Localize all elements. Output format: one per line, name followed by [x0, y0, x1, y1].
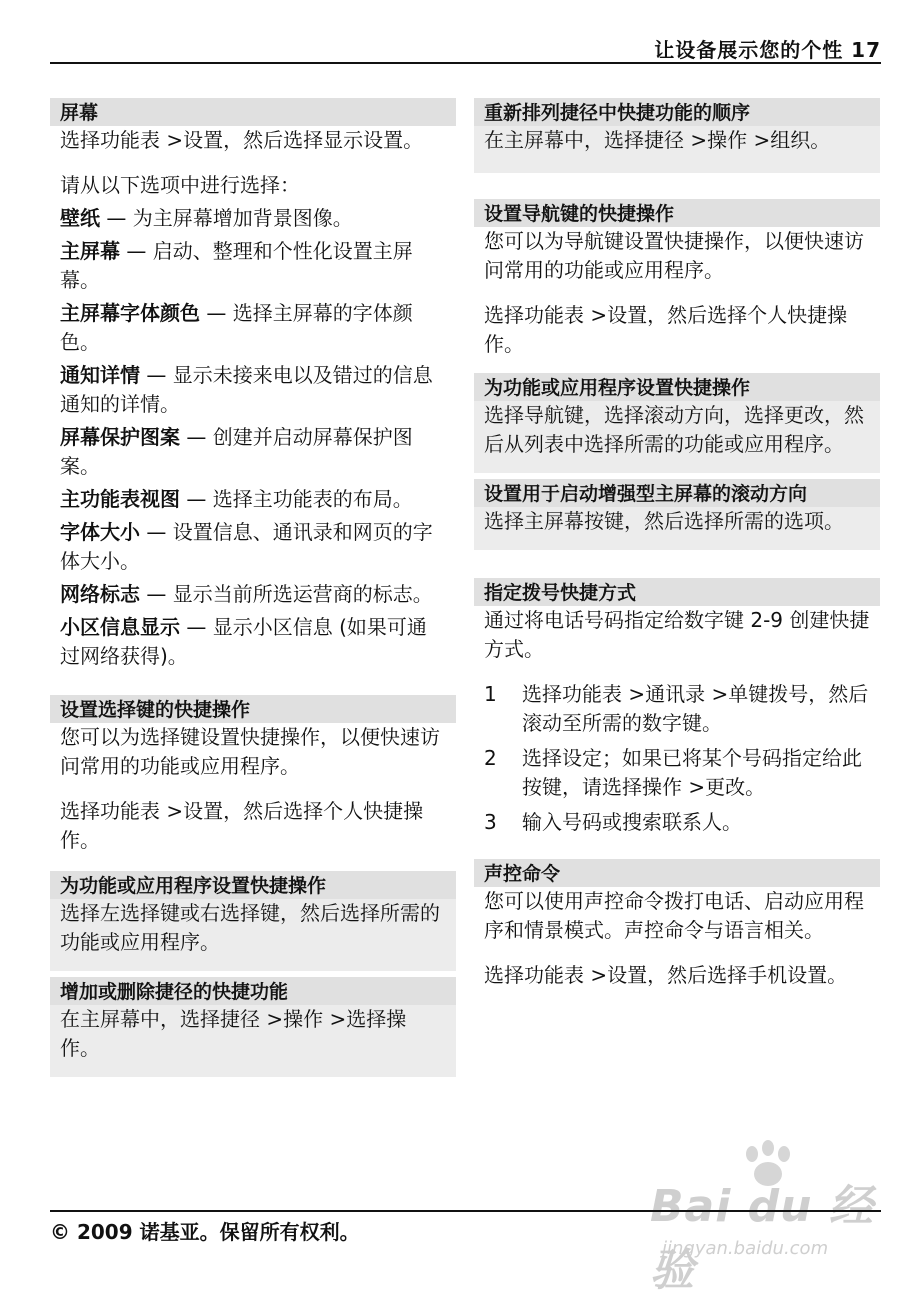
option-item [60, 613, 446, 671]
option-item [60, 518, 446, 576]
option-desc: — 设置信息、通讯录和网页的字体大小。 [60, 520, 433, 573]
section-heading-nav-key: 设置导航键的快捷操作 [474, 199, 880, 227]
section-body-nav-key [474, 227, 880, 359]
paragraph: 在主屏幕中，选择捷径 >操作 >选择操作。 [60, 1007, 407, 1060]
section-heading-selection-key: 设置选择键的快捷操作 [50, 695, 456, 723]
paragraph: 选择主屏幕按键，然后选择所需的选项。 [484, 509, 844, 533]
option-desc: — 显示小区信息 (如果可通过网络获得)。 [60, 615, 427, 668]
section-body-add-remove [50, 1005, 456, 1077]
screen-prompt: 请从以下选项中进行选择： [60, 173, 300, 197]
paragraph: 选择功能表 >设置，然后选择个人快捷操作。 [484, 303, 848, 356]
step-item [484, 808, 870, 837]
option-term: 主屏幕字体颜色 [60, 301, 200, 325]
option-term: 主屏幕 [60, 239, 120, 263]
option-desc: — 显示当前所选运营商的标志。 [140, 582, 433, 606]
option-term: 通知详情 [60, 363, 140, 387]
watermark-url: jingyan.baidu.com [662, 1238, 829, 1259]
paragraph: 选择左选择键或右选择键，然后选择所需的功能或应用程序。 [60, 901, 440, 954]
paragraph: 通过将电话号码指定给数字键 2-9 创建快捷方式。 [484, 608, 870, 661]
right-column [474, 98, 880, 990]
option-desc: — 选择主功能表的布局。 [180, 487, 413, 511]
paragraph: 选择导航键，选择滚动方向，选择更改，然后从列表中选择所需的功能或应用程序。 [484, 403, 864, 456]
option-item [60, 580, 446, 609]
step-text: 输入号码或搜索联系人。 [522, 810, 742, 834]
left-column [50, 98, 456, 1077]
step-list [484, 680, 870, 837]
section-heading-assign-function: 为功能或应用程序设置快捷操作 [50, 871, 456, 899]
section-body-assign-function-2 [474, 401, 880, 473]
page-title: 让设备展示您的个性 17 [654, 38, 881, 62]
section-body-reorder [474, 126, 880, 173]
section-body-speed-dial [474, 606, 880, 837]
step-text: 选择功能表 >通讯录 >单键拨号，然后滚动至所需的数字键。 [522, 682, 869, 735]
step-number: 2 [484, 746, 497, 770]
paragraph: 您可以使用声控命令拨打电话、启动应用程序和情景模式。声控命令与语言相关。 [484, 889, 864, 942]
option-term: 网络标志 [60, 582, 140, 606]
option-desc: — 启动、整理和个性化设置主屏幕。 [60, 239, 413, 292]
paragraph: 您可以为导航键设置快捷操作，以便快速访问常用的功能或应用程序。 [484, 229, 864, 282]
option-term: 字体大小 [60, 520, 140, 544]
option-desc: — 选择主屏幕的字体颜色。 [60, 301, 413, 354]
option-term: 屏幕保护图案 [60, 425, 180, 449]
option-item [60, 485, 446, 514]
screen-intro: 选择功能表 >设置，然后选择显示设置。 [60, 128, 424, 152]
step-text: 选择设定；如果已将某个号码指定给此按键，请选择操作 >更改。 [522, 746, 862, 799]
option-item [60, 299, 446, 357]
watermark-logo: Bai du 经验 [650, 1181, 874, 1296]
step-item [484, 680, 870, 738]
section-body-voice [474, 887, 880, 990]
option-item [60, 237, 446, 295]
paragraph: 选择功能表 >设置，然后选择手机设置。 [484, 963, 848, 987]
section-heading-screen: 屏幕 [50, 98, 456, 126]
option-item [60, 423, 446, 481]
option-desc: — 显示未接来电以及错过的信息通知的详情。 [60, 363, 433, 416]
paragraph: 您可以为选择键设置快捷操作，以便快速访问常用的功能或应用程序。 [60, 725, 440, 778]
section-heading-add-remove: 增加或删除捷径的快捷功能 [50, 977, 456, 1005]
section-heading-speed-dial: 指定拨号快捷方式 [474, 578, 880, 606]
section-body-screen [50, 126, 456, 671]
option-desc: — 创建并启动屏幕保护图案。 [60, 425, 413, 478]
section-body-scroll-direction [474, 507, 880, 550]
section-heading-assign-function-2: 为功能或应用程序设置快捷操作 [474, 373, 880, 401]
section-body-assign-function [50, 899, 456, 971]
paragraph: 在主屏幕中，选择捷径 >操作 >组织。 [484, 128, 831, 152]
option-term: 小区信息显示 [60, 615, 180, 639]
option-item [60, 361, 446, 419]
copyright: © 2009 诺基亚。保留所有权利。 [50, 1220, 360, 1244]
step-item [484, 744, 870, 802]
step-number: 3 [484, 810, 497, 834]
paragraph: 选择功能表 >设置，然后选择个人快捷操作。 [60, 799, 424, 852]
option-item [60, 204, 446, 233]
page-footer [50, 1210, 881, 1245]
section-heading-reorder: 重新排列捷径中快捷功能的顺序 [474, 98, 880, 126]
option-term: 壁纸 [60, 206, 100, 230]
section-body-selection-key [50, 723, 456, 855]
option-desc: — 为主屏幕增加背景图像。 [100, 206, 353, 230]
option-term: 主功能表视图 [60, 487, 180, 511]
step-number: 1 [484, 682, 497, 706]
watermark [650, 1140, 890, 1296]
section-heading-scroll-direction: 设置用于启动增强型主屏幕的滚动方向 [474, 479, 880, 507]
section-heading-voice: 声控命令 [474, 859, 880, 887]
page-header [50, 30, 881, 64]
